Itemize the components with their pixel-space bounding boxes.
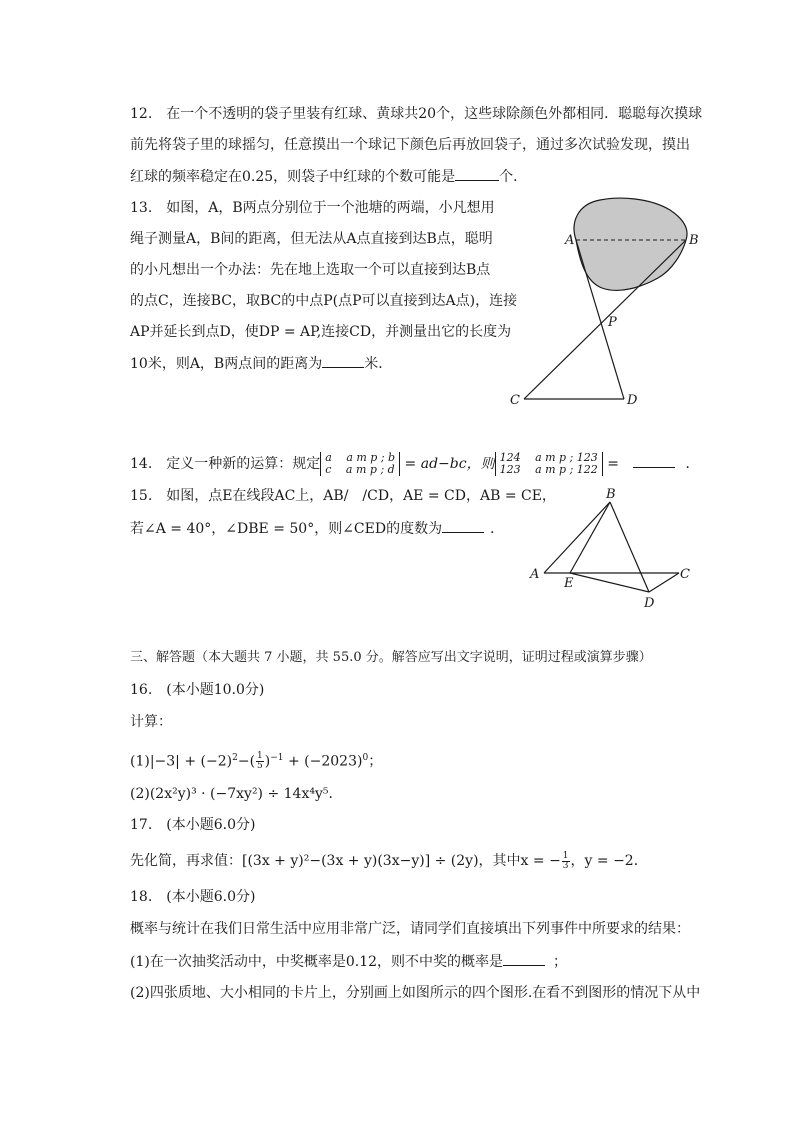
q16-e1-exp-0: 0 (362, 753, 369, 763)
q15-label-e: E (564, 576, 574, 591)
q14-det1-row2: c a m p ; d (325, 463, 395, 476)
q14-definition: = ad−bc，则 (400, 456, 495, 472)
q13-label-p: P (608, 315, 617, 330)
q15-line-ab (544, 502, 610, 573)
q16-fraction (256, 752, 264, 771)
q16-expression-1 (130, 744, 382, 776)
q15-label-d: D (644, 596, 655, 611)
q16-frac-den: 5 (257, 761, 263, 772)
q14-equals: = (602, 456, 624, 472)
q15-line-2 (130, 518, 504, 539)
q15-line-ed (570, 573, 649, 592)
q17-frac-den: 3 (562, 860, 569, 871)
q16-title: 16. (本小题10.0分) (130, 682, 265, 698)
q13-line-3: 的小凡想出一个办法：先在地上选取一个可以直接到达B点 (130, 262, 491, 278)
q18-title: 18. (本小题6.0分) (130, 889, 256, 905)
q13-figure (500, 192, 710, 412)
q13-label-b: B (689, 233, 699, 248)
q15-line-be (570, 502, 610, 573)
q14-det2-row1: 124 a m p ; 123 (499, 451, 598, 464)
q13-line-2: 绳子测量A，B间的距离，但无法从A点直接到达B点，聪明 (130, 231, 493, 247)
q13-label-a: A (565, 233, 575, 248)
q18-line-3: (2)四张质地、大小相同的卡片上，分别画上如图所示的四个图形.在看不到图形的情况下从中 (130, 985, 701, 1001)
q16-e1-exp-neg1: −1 (270, 753, 284, 763)
q13-answer-blank (322, 353, 364, 368)
q13-label-c: C (510, 393, 520, 408)
q17-text-b: ，y = −2． (570, 853, 648, 869)
q14-determinant-question (495, 452, 603, 476)
q16-e1-h: ； (368, 753, 383, 770)
q18-line-2-text: (1)在一次抽奖活动中，中奖概率是0.12，则不中奖的概率是 (130, 954, 504, 970)
q16-frac-num: 1 (257, 751, 263, 762)
q12-line-1: 12. 在一个不透明的袋子里装有红球、黄球共20个，这些球除颜色外都相同．聪聪每次摸球 (130, 106, 703, 122)
q15-line-2-text: 若∠A = 40°，∠DBE = 50°，则∠CED的度数为 (130, 521, 443, 537)
q17-title: 17. (本小题6.0分) (130, 817, 256, 833)
q14-prefix: 14. 定义一种新的运算：规定 (130, 456, 321, 472)
q14-det2-row2: 123 a m p ; 122 (499, 463, 598, 476)
q12-line-3 (130, 166, 527, 187)
q17-problem (130, 847, 648, 875)
q15-label-a: A (530, 567, 540, 582)
q17-frac-num: 1 (562, 850, 569, 861)
q16-e1-f: + (−2023) (283, 753, 363, 770)
q13-line-6 (130, 353, 392, 374)
q13-label-d: D (627, 393, 638, 408)
q14-end: ． (685, 456, 700, 472)
q15-label-b: B (606, 487, 616, 502)
q14-determinant-definition (320, 452, 400, 476)
q13-line-1: 13. 如图，A，B两点分别位于一个池塘的两端，小凡想用 (130, 200, 495, 216)
q13-line-5: AP并延长到点D，使DP = AP,连接CD，并测量出它的长度为 (130, 324, 512, 340)
q14-det1-row1: a a m p ; b (325, 451, 396, 464)
q16-e1-a: (1)|−3| + (−2) (130, 753, 233, 770)
q17-fraction (562, 852, 570, 871)
q13-line-4: 的点C，连接BC，取BC的中点P(点P可以直接到达A点)，连接 (130, 293, 518, 309)
q14-answer-blank (633, 453, 675, 468)
q13-line-6-end: 米． (364, 356, 393, 372)
q15-label-c: C (680, 567, 690, 582)
q12-line-3-end: 个． (499, 169, 528, 185)
section-3-heading: 三、解答题（本大题共 7 小题，共 55.0 分。解答应写出文字说明，证明过程或演算步骤） (130, 650, 652, 665)
q12-line-3-text: 红球的频率稳定在0.25，则袋子中红球的个数可能是 (130, 169, 456, 185)
q17-text-a: 先化简，再求值：[(3x + y)²−(3x + y)(3x−y)] ÷ (2y)，其中x = − (130, 853, 561, 869)
q14-line (130, 448, 699, 480)
q18-line-2-end: ； (553, 954, 568, 970)
q16-intro: 计算： (130, 714, 172, 730)
q15-figure (524, 484, 704, 614)
q12-line-2: 前先将袋子里的球摇匀，任意摸出一个球记下颜色后再放回袋子，通过多次试验发现，摸出 (130, 137, 690, 153)
q13-pond-shape (574, 198, 687, 290)
q16-e1-d: ) (264, 753, 271, 770)
q15-answer-blank (442, 518, 484, 533)
q18-line-1: 概率与统计在我们日常生活中应用非常广泛，请同学们直接填出下列事件中所要求的结果： (130, 921, 690, 937)
q18-answer-blank (503, 951, 545, 966)
q15-line-2-end: ． (490, 521, 505, 537)
q15-line-1: 15. 如图，点E在线段AC上，AB/ /CD，AE = CD，AB = CE， (130, 488, 556, 504)
q13-line-6-text: 10米，则A，B两点间的距离为 (130, 356, 323, 372)
q18-line-2 (130, 951, 567, 972)
q16-e1-exp-2: 2 (232, 753, 238, 763)
q16-e1-c: −( (237, 753, 256, 770)
q16-expression-2: (2)(2x²y)³ · (−7xy²) ÷ 14x⁴y⁵． (130, 786, 343, 802)
q15-line-bd (610, 502, 649, 592)
q15-line-cd (649, 573, 679, 592)
q12-answer-blank (455, 166, 499, 181)
